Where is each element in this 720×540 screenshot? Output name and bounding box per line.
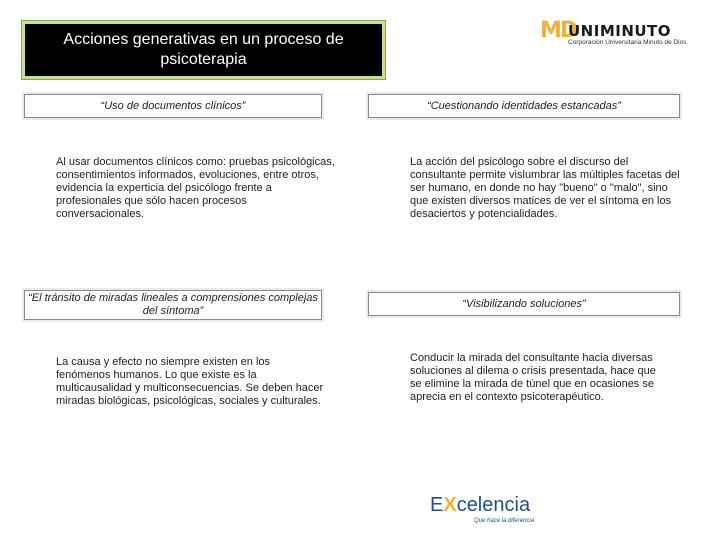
footer-mark: X [443,494,457,516]
slide-title: Acciones generativas en un proceso de psicoterapia [22,21,385,79]
body-documentos: Al usar documentos clínicos como: pruebas psicológicas, consentimientos informados, evoluciones, entre otros, evidencia la experticia del psicólogo frente a profesionales que sólo hacen procesos conversacionales. [56,156,335,220]
logo-subtitle: Corporación Universitaria Minuto de Dios [568,39,687,46]
logo-mark: MD [540,18,577,43]
excelencia-logo [430,494,550,526]
heading-transito: “El tránsito de miradas lineales a comprensiones complejas del síntoma” [24,290,322,320]
body-transito: La causa y efecto no siempre existen en los fenómenos humanos. Lo que existe es la multicausalidad y multiconsecuencias. Se deben hacer miradas biológicas, psicológicas, sociales y culturales. [56,356,324,407]
body-identidades: La acción del psicólogo sobre el discurso del consultante permite vislumbrar las múltiples facetas del ser humano, en donde no hay "bueno" o "malo", sino que existen diversos matices de ver el síntoma en los desaciertos y potencialidades. [410,156,680,220]
uniminuto-logo [540,18,700,48]
footer-pre: E [430,494,444,516]
body-soluciones: Conducir la mirada del consultante hacia diversas soluciones al dilema o crisis presentada, hace que se elimine la mirada de túnel que en ocasiones se aprecia en el contexto psicoterapéutico. [410,352,656,403]
footer-tagline: Que hace la diferencia [474,518,535,524]
heading-soluciones: “Visibilizando soluciones” [368,292,680,316]
heading-identidades: “Cuestionando identidades estancadas” [368,94,680,118]
footer-post: celencia [456,494,531,516]
logo-name: UNIMINUTO [568,22,672,40]
heading-documentos: “Uso de documentos clínicos” [24,94,322,118]
